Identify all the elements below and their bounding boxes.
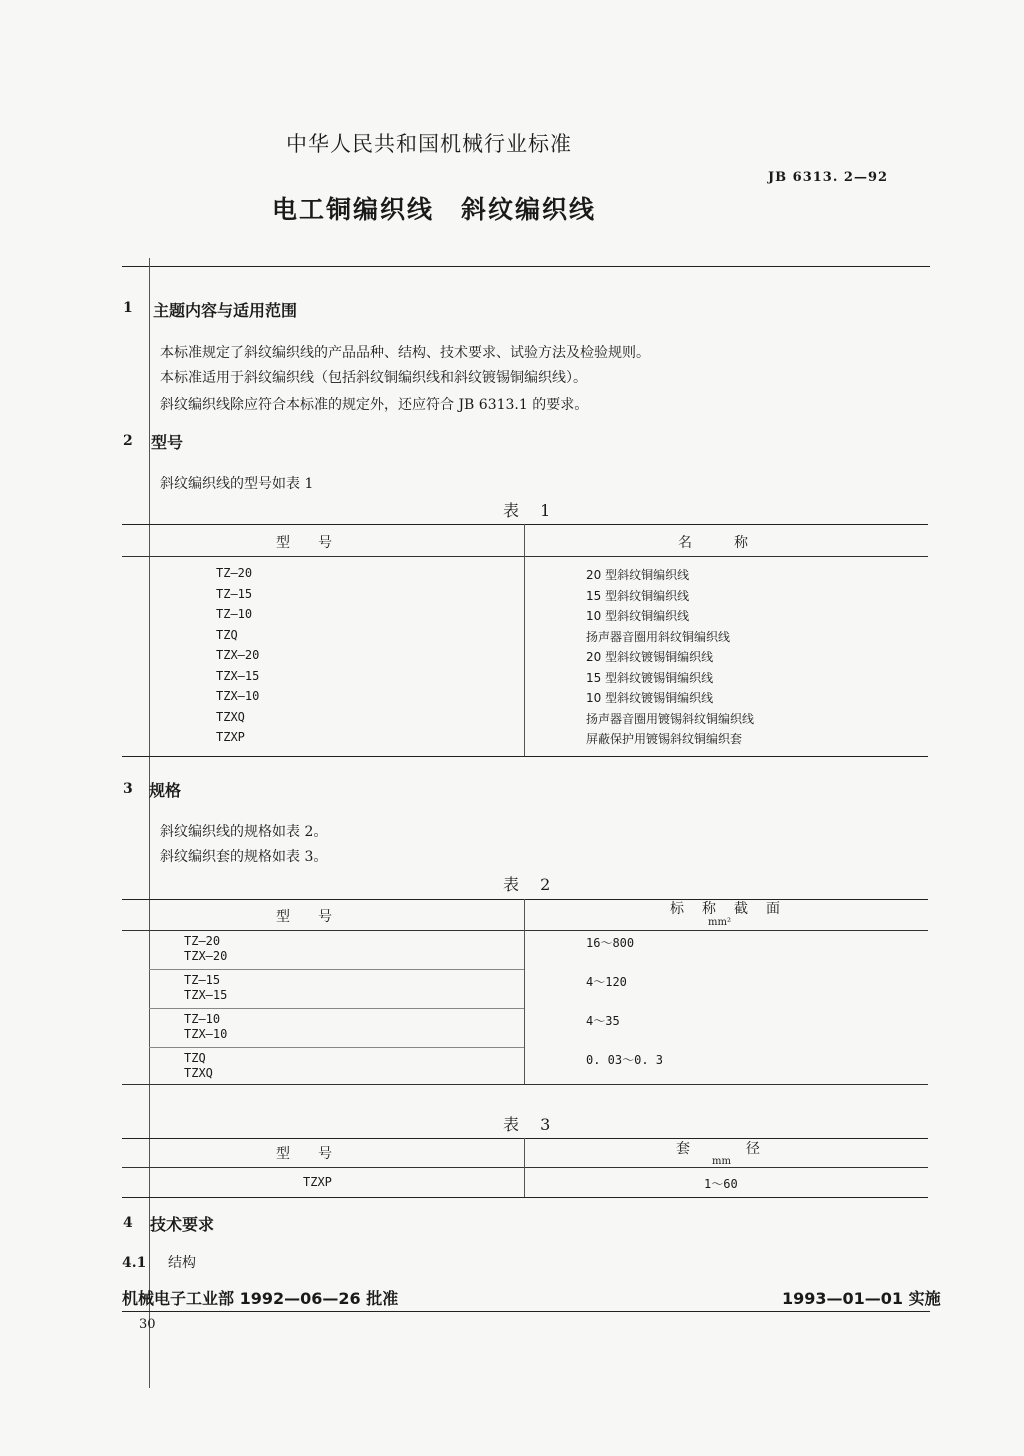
table-3-header-unit: mm bbox=[712, 1156, 731, 1167]
table-1-caption: 表 1 bbox=[503, 501, 559, 520]
table-3-header-diameter: 套 径 bbox=[676, 1141, 760, 1157]
document-title: 电工铜编织线 斜纹编织线 bbox=[272, 195, 597, 224]
subsection-title: 结构 bbox=[168, 1255, 196, 1271]
table-2-cell-model: TZXQ bbox=[184, 1066, 213, 1080]
page-number: 30 bbox=[139, 1317, 156, 1332]
table-2-row-rule bbox=[149, 1008, 524, 1009]
table-3-caption: 表 3 bbox=[503, 1115, 559, 1134]
table-2-header-model: 型 号 bbox=[276, 909, 332, 925]
table-2-cell-model: TZX—20 bbox=[184, 949, 228, 963]
table-2-cell-model: TZ—10 bbox=[184, 1012, 221, 1026]
section-1-para-1: 本标准规定了斜纹编织线的产品品种、结构、技术要求、试验方法及检验规则。 bbox=[160, 345, 650, 361]
table-1-header-model: 型 号 bbox=[276, 535, 332, 551]
table-1-cell-name: 扬声器音圈用斜纹铜编织线 bbox=[586, 629, 731, 644]
table-2-cell-model: TZQ bbox=[184, 1051, 206, 1065]
table-1-cell-model: TZX—10 bbox=[216, 689, 260, 703]
table-1-cell-name: 10 型斜纹镀锡铜编织线 bbox=[586, 691, 714, 705]
table-3-cell-diameter: 1～60 bbox=[704, 1177, 738, 1191]
footer-rule bbox=[122, 1311, 930, 1312]
table-1-cell-name: 15 型斜纹铜编织线 bbox=[586, 588, 690, 603]
table-3-header-model: 型 号 bbox=[276, 1146, 332, 1162]
table-2-cell-model: TZX—15 bbox=[184, 988, 228, 1002]
table-2-cell-value: 0. 03～0. 3 bbox=[586, 1053, 664, 1067]
table-1-cell-model: TZXP bbox=[216, 730, 245, 744]
approval-statement: 机械电子工业部 1992—06—26 批准 bbox=[122, 1289, 399, 1308]
standard-title: 中华人民共和国机械行业标准 bbox=[286, 132, 572, 156]
table-1-header-rule bbox=[122, 556, 928, 557]
table-1-cell-name: 10 型斜纹铜编织线 bbox=[586, 609, 690, 623]
table-1-cell-model: TZ—15 bbox=[216, 586, 253, 601]
table-1-cell-model: TZ—10 bbox=[216, 607, 253, 621]
table-1-cell-model: TZX—20 bbox=[216, 648, 260, 662]
table-2-cell-value: 4～120 bbox=[586, 975, 627, 989]
table-1-top-rule bbox=[122, 524, 928, 525]
table-1-cell-model: TZXQ bbox=[216, 709, 245, 724]
table-1-cell-name: 扬声器音圈用镀锡斜纹铜编织线 bbox=[586, 711, 755, 726]
table-2-row-rule bbox=[149, 1047, 524, 1048]
section-1-title: 主题内容与适用范围 bbox=[153, 301, 298, 320]
table-2-cell-model: TZ—15 bbox=[184, 973, 221, 987]
table-2-divider bbox=[524, 899, 525, 1084]
table-1-cell-name: 20 型斜纹铜编织线 bbox=[586, 568, 690, 582]
section-2-para-1: 斜纹编织线的型号如表 1 bbox=[160, 476, 314, 492]
table-3-cell-model: TZXP bbox=[303, 1175, 332, 1189]
table-1-cell-name: 20 型斜纹镀锡铜编织线 bbox=[586, 650, 714, 664]
section-3-title: 规格 bbox=[149, 781, 182, 800]
table-2-caption: 表 2 bbox=[503, 875, 559, 894]
section-2-number: 2 bbox=[123, 433, 133, 449]
table-2-cell-model: TZ—20 bbox=[184, 934, 221, 948]
section-1-para-3: 斜纹编织线除应符合本标准的规定外，还应符合 JB 6313.1 的要求。 bbox=[160, 397, 589, 413]
table-3-divider bbox=[524, 1138, 525, 1198]
table-3-bottom-rule bbox=[122, 1197, 928, 1198]
section-4-number: 4 bbox=[123, 1215, 133, 1231]
table-2-cell-model: TZX—10 bbox=[184, 1027, 228, 1041]
section-2-title: 型号 bbox=[151, 433, 184, 452]
header-rule bbox=[122, 266, 930, 267]
table-3-header-rule bbox=[122, 1167, 928, 1168]
table-1-cell-model: TZQ bbox=[216, 627, 238, 642]
table-1-cell-name: 15 型斜纹镀锡铜编织线 bbox=[586, 670, 714, 685]
table-1-header-name: 名 称 bbox=[678, 535, 748, 551]
table-1-divider bbox=[524, 524, 525, 756]
table-2-top-rule bbox=[122, 899, 928, 900]
table-3-top-rule bbox=[122, 1138, 928, 1139]
section-4-title: 技术要求 bbox=[150, 1215, 215, 1234]
table-1-cell-name: 屏蔽保护用镀锡斜纹铜编织套 bbox=[586, 732, 743, 746]
section-1-para-2: 本标准适用于斜纹编织线（包括斜纹铜编织线和斜纹镀锡铜编织线）。 bbox=[160, 370, 587, 386]
section-3-para-2: 斜纹编织套的规格如表 3。 bbox=[160, 849, 328, 865]
table-2-header-rule bbox=[122, 930, 928, 931]
document-code: JB 6313. 2—92 bbox=[768, 170, 889, 185]
table-2-cell-value: 16～800 bbox=[586, 936, 635, 950]
table-2-header-section: 标 称 截 面 bbox=[670, 901, 782, 917]
table-2-header-unit: mm² bbox=[708, 917, 731, 928]
table-1-cell-model: TZX—15 bbox=[216, 668, 260, 683]
table-2-row-rule bbox=[149, 969, 524, 970]
section-1-number: 1 bbox=[123, 300, 133, 316]
table-2-bottom-rule bbox=[122, 1084, 928, 1085]
table-1-cell-model: TZ—20 bbox=[216, 566, 253, 580]
section-3-number: 3 bbox=[123, 781, 133, 797]
effective-date: 1993—01—01 实施 bbox=[782, 1289, 941, 1308]
table-1-bottom-rule bbox=[122, 756, 928, 757]
section-3-para-1: 斜纹编织线的规格如表 2。 bbox=[160, 824, 328, 840]
table-2-cell-value: 4～35 bbox=[586, 1014, 620, 1028]
subsection-number: 4.1 bbox=[122, 1255, 147, 1271]
